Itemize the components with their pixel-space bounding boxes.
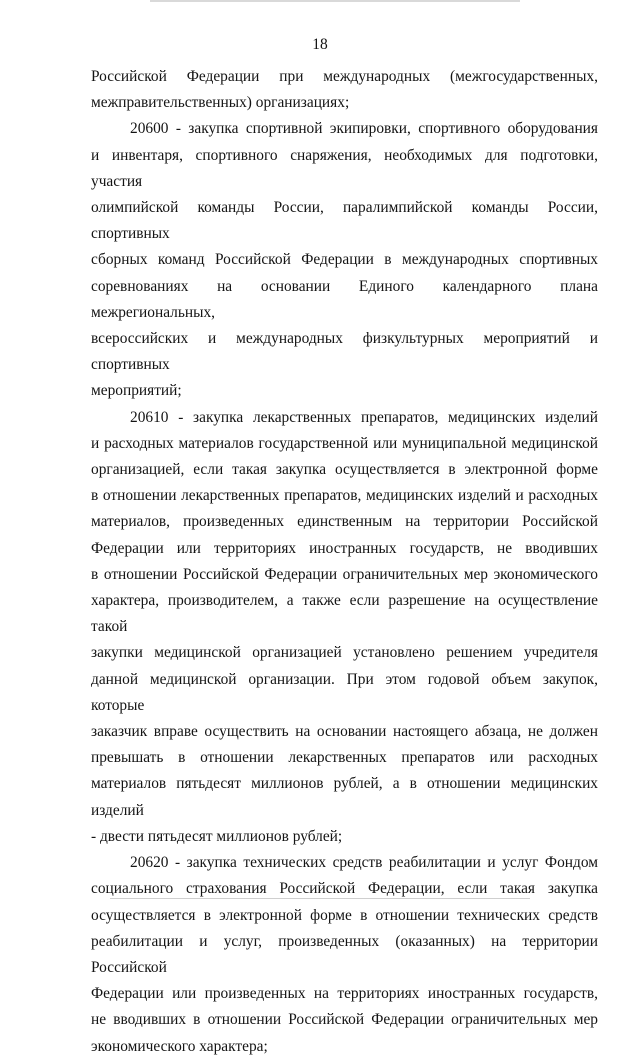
text-line: осуществляется в электронной форме в отношении технических средств — [91, 906, 598, 924]
paragraph-code-20610 — [91, 405, 598, 850]
text-line: мероприятий; — [91, 382, 182, 400]
document-body — [91, 64, 598, 1060]
text-line: организацией, если такая закупка осуществляется в электронной форме — [91, 461, 598, 479]
text-line: данной медицинской организации. При этом годовой объем закупок, которые — [91, 670, 598, 714]
text-line: межправительственных) организациях; — [91, 94, 350, 112]
text-line: превышать в отношении лекарственных препаратов или расходных — [91, 749, 598, 767]
text-line: в отношении Российской Федерации ограничительных мер экономического — [91, 565, 598, 583]
text-line: экономического характера; — [91, 1037, 268, 1055]
text-line: Федерации или произведенных на территориях иностранных государств, — [91, 985, 598, 1003]
paragraph-code-20600 — [91, 116, 598, 404]
text-line: социального страхования Российской Федерации, если такая закупка — [91, 880, 598, 898]
text-line: не вводивших в отношении Российской Федерации ограничительных мер — [91, 1011, 598, 1029]
paragraph-code-20620 — [91, 850, 598, 1060]
text-line: реабилитации и услуг, произведенных (оказанных) на территории Российской — [91, 932, 598, 976]
paragraph-continuation — [91, 64, 598, 116]
text-line: соревнованиях на основании Единого календарного плана межрегиональных, — [91, 277, 598, 321]
page-number: 18 — [312, 36, 328, 53]
text-line: в отношении лекарственных препаратов, медицинских изделий и расходных — [91, 487, 598, 505]
text-line: олимпийской команды России, паралимпийской команды России, спортивных — [91, 199, 598, 243]
text-line: материалов пятьдесят миллионов рублей, а в отношении медицинских изделий — [91, 775, 598, 819]
text-line: всероссийских и международных физкультурных мероприятий и спортивных — [91, 330, 598, 374]
text-line: закупки медицинской организацией установлено решением учредителя — [91, 644, 598, 662]
scan-edge-top — [150, 0, 520, 2]
text-line: материалов, произведенных единственным на территории Российской — [91, 513, 598, 531]
text-line: 20620 - закупка технических средств реабилитации и услуг Фондом — [130, 854, 598, 872]
scan-edge-bottom — [110, 898, 530, 899]
text-line: заказчик вправе осуществить на основании настоящего абзаца, не должен — [91, 723, 598, 741]
text-line: характера, производителем, а также если разрешение на осуществление такой — [91, 592, 598, 636]
text-line: сборных команд Российской Федерации в международных спортивных — [91, 251, 598, 269]
text-line: и расходных материалов государственной или муниципальной медицинской — [91, 434, 598, 452]
text-line: 20600 - закупка спортивной экипировки, спортивного оборудования — [130, 120, 598, 138]
text-line: Федерации или территориях иностранных государств, не вводивших — [91, 539, 598, 557]
text-line: и инвентаря, спортивного снаряжения, необходимых для подготовки, участия — [91, 146, 598, 190]
text-line: - двести пятьдесят миллионов рублей; — [91, 827, 343, 845]
text-line: 20610 - закупка лекарственных препаратов, медицинских изделий — [130, 408, 598, 426]
text-line: Российской Федерации при международных (межгосударственных, — [91, 68, 598, 85]
